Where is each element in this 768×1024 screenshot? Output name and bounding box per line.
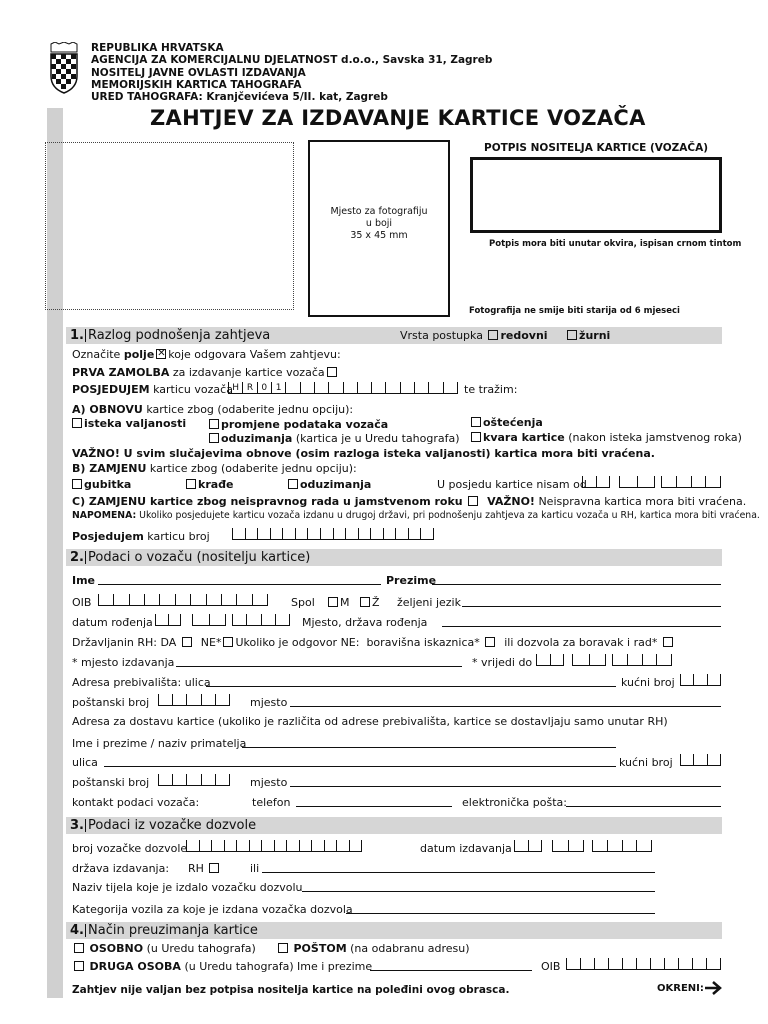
ime-prez-field[interactable] <box>370 970 532 971</box>
text: M <box>340 596 350 609</box>
text: POSJEDUJEM <box>72 383 150 396</box>
photo-text: Mjesto za fotografiju <box>330 206 428 217</box>
section-2-header <box>66 549 722 566</box>
post-label: poštanski broj <box>72 696 150 709</box>
dob-day[interactable] <box>155 614 181 626</box>
oib-label-2: OIB <box>541 960 561 973</box>
boravisna-checkbox[interactable] <box>485 637 495 647</box>
drzava-label: država izdavanja: <box>72 862 170 875</box>
section-number: 2. <box>70 550 84 565</box>
text: kvara kartice <box>483 431 565 444</box>
adresa-field[interactable] <box>206 686 616 687</box>
procedure-type <box>400 329 610 342</box>
first-request-checkbox[interactable] <box>327 367 337 377</box>
kucni-cells-2[interactable] <box>680 754 721 766</box>
section-title: Način preuzimanja kartice <box>88 923 258 938</box>
spol-label: Spol <box>291 596 315 609</box>
opt-osobno[interactable] <box>72 942 256 955</box>
section-3-header <box>66 817 722 834</box>
text: A) OBNOVU <box>72 403 143 416</box>
post-cells[interactable] <box>158 694 230 706</box>
checkbox[interactable] <box>186 479 196 489</box>
text: krađe <box>198 478 234 491</box>
prezime-label: Prezime <box>386 574 437 587</box>
kategorija-field[interactable] <box>346 913 655 914</box>
licence-number-cells[interactable] <box>186 840 362 852</box>
dob-month[interactable] <box>192 614 226 626</box>
broj-dozvole-label: broj vozačke dozvole <box>72 842 188 855</box>
checkbox[interactable] <box>278 943 288 953</box>
page-title: ZAHTJEV ZA IZDAVANJE KARTICE VOZAČA <box>150 106 646 130</box>
text: promjene podataka vozača <box>221 418 389 431</box>
vrijedi-label: * vrijedi do <box>472 656 533 669</box>
napomena <box>72 510 760 521</box>
important-note: VAŽNO! U svim slučajevima obnove (osim razloga isteka valjanosti) kartica mora biti vraćena. <box>72 447 655 460</box>
date-month[interactable] <box>619 476 655 488</box>
arrow-right-icon <box>704 980 724 996</box>
checkbox[interactable] <box>360 597 370 607</box>
mjesto-rod-label: Mjesto, država rođenja <box>302 616 428 629</box>
dob-year[interactable] <box>232 614 290 626</box>
text: U posjedu kartice nisam od <box>437 478 587 491</box>
text: Neispravna kartica mora biti vraćena. <box>538 495 747 508</box>
kontakt-label: kontakt podaci vozača: <box>72 796 200 809</box>
card-number-cells[interactable] <box>228 382 458 394</box>
opt-ostecenja[interactable] <box>469 416 543 429</box>
text: oduzimanja <box>221 432 293 445</box>
header-line: REPUBLIKA HRVATSKA <box>91 42 224 54</box>
replacement-label <box>72 462 357 475</box>
text: kartice zbog (odaberite jednu opciju): <box>146 403 354 416</box>
card-number-cells-2[interactable] <box>232 528 434 540</box>
instruction <box>72 348 341 361</box>
section-title: Podaci iz vozačke dozvole <box>88 818 257 833</box>
kategorija-label: Kategorija vozila za koje je izdana vozačka dozvola <box>72 903 353 916</box>
header-line: AGENCIJA ZA KOMERCIJALNU DJELATNOST d.o.o., Savska 31, Zagreb <box>91 54 493 67</box>
text: gubitka <box>84 478 132 491</box>
section-number: 3. <box>70 818 84 833</box>
header-line: MEMORIJSKIH KARTICA TAHOGRAFA <box>91 78 302 91</box>
header <box>91 42 492 103</box>
datum-label: datum rođenja <box>72 616 153 629</box>
tijelo-label: Naziv tijela koje je izdalo vozačku dozvolu <box>72 881 303 894</box>
text: karticu broj <box>147 530 210 543</box>
text: (kartica je u Uredu tahografa) <box>295 432 460 445</box>
jezik-field[interactable] <box>462 606 721 607</box>
text: Ž <box>372 596 380 609</box>
ime-label: Ime <box>72 574 96 587</box>
dostava-label: Adresa za dostavu kartice (ukoliko je različita od adrese prebivališta, kartice se dostavljaju samo unutar RH) <box>72 715 668 728</box>
posjedujem-label <box>72 383 233 396</box>
valid-year[interactable] <box>612 654 672 666</box>
telefon-label: telefon <box>252 796 291 809</box>
email-label: elektronička pošta: <box>462 796 567 809</box>
valid-day[interactable] <box>536 654 564 666</box>
text: Ukoliko je odgovor NE: <box>235 636 360 649</box>
opt-postom[interactable] <box>276 942 470 955</box>
signature-note: Potpis mora biti unutar okvira, ispisan crnom tintom <box>489 239 742 249</box>
mj-izd-label: * mjesto izdavanja <box>72 656 175 669</box>
photo-box[interactable] <box>308 140 450 317</box>
ulica-label: ulica <box>72 756 98 769</box>
replacement-c <box>72 495 746 508</box>
ne-checkbox[interactable] <box>223 637 233 647</box>
valid-month[interactable] <box>572 654 606 666</box>
primatelj-field[interactable] <box>242 747 616 748</box>
text: boravišna iskaznica* <box>366 636 480 649</box>
text: OSOBNO <box>89 942 144 955</box>
mj-izd-field[interactable] <box>176 666 462 667</box>
primatelj-label: Ime i prezime / naziv primatelja <box>72 737 247 750</box>
issue-year[interactable] <box>592 840 652 852</box>
zurni-label: žurni <box>579 329 611 342</box>
text: NE* <box>200 636 222 649</box>
text: karticu vozača <box>153 383 233 396</box>
jezik-label: željeni jezik <box>397 596 461 609</box>
cell: R <box>242 382 256 394</box>
kucni-label: kućni broj <box>621 676 675 689</box>
footer-note: Zahtjev nije valjan bez potpisa nositelja kartice na poleđini ovog obrasca. <box>72 984 510 996</box>
opt-krade[interactable] <box>184 478 234 491</box>
checkbox[interactable] <box>74 961 84 971</box>
section-number: 1. <box>70 328 84 343</box>
date-day[interactable] <box>582 476 610 488</box>
signature-box[interactable] <box>470 157 722 233</box>
text: ili dozvola za boravak i rad* <box>504 636 658 649</box>
header-line: URED TAHOGRAFA: Kranjčevićeva 5/II. kat, Zagreb <box>91 91 388 104</box>
mjesto-label-2: mjesto <box>250 776 288 789</box>
ulica-field[interactable] <box>104 766 616 767</box>
redovni-checkbox[interactable] <box>488 330 498 340</box>
photo-text: 35 x 45 mm <box>350 230 408 241</box>
text: Državljanin RH: DA <box>72 636 177 649</box>
redovni-label: redovni <box>500 329 548 342</box>
text: oduzimanja <box>300 478 372 491</box>
text: DRUGA OSOBA <box>89 960 181 973</box>
checkbox[interactable] <box>209 419 219 429</box>
mjesto-rod-field[interactable] <box>442 626 721 627</box>
renewal-label <box>72 403 353 416</box>
procedure-label: Vrsta postupka <box>400 329 483 342</box>
mjesto-field-2[interactable] <box>290 786 721 787</box>
photo-note: Fotografija ne smije biti starija od 6 mjeseci <box>469 306 680 316</box>
issue-day[interactable] <box>514 840 542 852</box>
opt-gubitka[interactable] <box>70 478 131 491</box>
text: (nakon isteka jamstvenog roka) <box>568 431 742 444</box>
datum-izd-label: datum izdavanja <box>420 842 512 855</box>
text: kartice zbog (odaberite jednu opciju): <box>149 462 357 475</box>
oib-cells[interactable] <box>98 594 268 606</box>
text: (u Uredu tahografa) <box>146 942 256 955</box>
checkbox[interactable] <box>288 479 298 489</box>
section-1-header <box>66 327 722 344</box>
email-field[interactable] <box>566 806 721 807</box>
signature-title: POTPIS NOSITELJA KARTICE (VOZAČA) <box>484 142 709 154</box>
spol-m[interactable] <box>326 596 350 609</box>
ime-prez-label: Ime i prezime <box>297 960 373 973</box>
checkbox[interactable] <box>209 433 219 443</box>
text: POŠTOM <box>293 942 347 955</box>
text: PRVA ZAMOLBA <box>72 366 170 379</box>
post-cells-2[interactable] <box>158 774 230 786</box>
text: Označite <box>72 348 121 361</box>
opt-promjene[interactable] <box>207 418 388 431</box>
posjedujem-broj <box>72 530 210 543</box>
prezime-field[interactable] <box>432 584 721 585</box>
photo-text: u boji <box>365 218 393 229</box>
da-checkbox[interactable] <box>182 637 192 647</box>
text: VAŽNO! <box>487 495 535 508</box>
post-label-2: poštanski broj <box>72 776 150 789</box>
stamp-area <box>45 142 294 310</box>
text: polje <box>123 348 155 361</box>
opt-oduzimanja[interactable] <box>207 432 460 445</box>
checked-example-icon <box>156 349 166 359</box>
issue-month[interactable] <box>552 840 584 852</box>
section-4-header <box>66 922 722 939</box>
zurni-checkbox[interactable] <box>567 330 577 340</box>
spol-z[interactable] <box>358 596 380 609</box>
text: oštećenja <box>483 416 543 429</box>
rh-checkbox[interactable] <box>209 863 219 873</box>
kucni-cells[interactable] <box>680 674 721 686</box>
checkbox[interactable] <box>72 418 82 428</box>
text: Posjedujem <box>72 530 144 543</box>
oib-label: OIB <box>72 596 92 609</box>
telefon-field[interactable] <box>296 806 452 807</box>
checkbox[interactable] <box>471 432 481 442</box>
ime-field[interactable] <box>98 584 381 585</box>
mjesto-field[interactable] <box>290 706 721 707</box>
drzava-field[interactable] <box>262 872 655 873</box>
ili-label: ili <box>250 862 260 875</box>
coat-of-arms-icon <box>48 42 80 94</box>
replacement-c-checkbox[interactable] <box>468 496 478 506</box>
section-number: 4. <box>70 923 84 938</box>
opt-druga[interactable] <box>72 960 294 973</box>
text: (na odabranu adresu) <box>350 942 470 955</box>
cell: 0 <box>257 382 271 394</box>
tijelo-field[interactable] <box>302 891 655 892</box>
turn-over-label: OKRENI: <box>657 983 704 994</box>
cell: H <box>228 382 242 394</box>
adresa-label: Adresa prebivališta: ulica <box>72 676 211 689</box>
text: isteka valjanosti <box>84 417 187 430</box>
first-request <box>72 366 339 379</box>
dozvola-checkbox[interactable] <box>663 637 673 647</box>
checkbox[interactable] <box>471 417 481 427</box>
text: B) ZAMJENU <box>72 462 147 475</box>
checkbox[interactable] <box>328 597 338 607</box>
text: NAPOMENA: <box>72 510 137 521</box>
header-line: NOSITELJ JAVNE OVLASTI IZDAVANJA <box>91 66 306 79</box>
opt-kvara[interactable] <box>469 431 742 444</box>
text: C) ZAMJENU kartice zbog neispravnog rada u jamstvenom roku <box>72 495 463 508</box>
mjesto-label: mjesto <box>250 696 288 709</box>
opt-oduzimanja-b[interactable] <box>286 478 371 491</box>
text: Ukoliko posjedujete karticu vozača izdanu u drugoj državi, pri podnošenju zahtjeva za karticu vozača u RH, kartica mora biti vraćena. <box>139 510 760 521</box>
opt-isteka[interactable] <box>70 417 186 430</box>
rh-option[interactable] <box>188 862 221 875</box>
section-title: Razlog podnošenja zahtjeva <box>88 328 271 343</box>
text: te tražim: <box>464 383 518 396</box>
text: za izdavanje kartice vozača <box>172 366 325 379</box>
checkbox[interactable] <box>74 943 84 953</box>
text: koje odgovara Vašem zahtjevu: <box>168 348 341 361</box>
kucni-label-2: kućni broj <box>619 756 673 769</box>
checkbox[interactable] <box>72 479 82 489</box>
oib-cells-2[interactable] <box>566 958 721 970</box>
date-year[interactable] <box>661 476 721 488</box>
text: (u Uredu tahografa) <box>184 960 294 973</box>
text: RH <box>188 862 204 875</box>
citizenship <box>72 636 675 649</box>
section-title: Podaci o vozaču (nositelju kartice) <box>88 550 311 565</box>
cell: 1 <box>271 382 285 394</box>
